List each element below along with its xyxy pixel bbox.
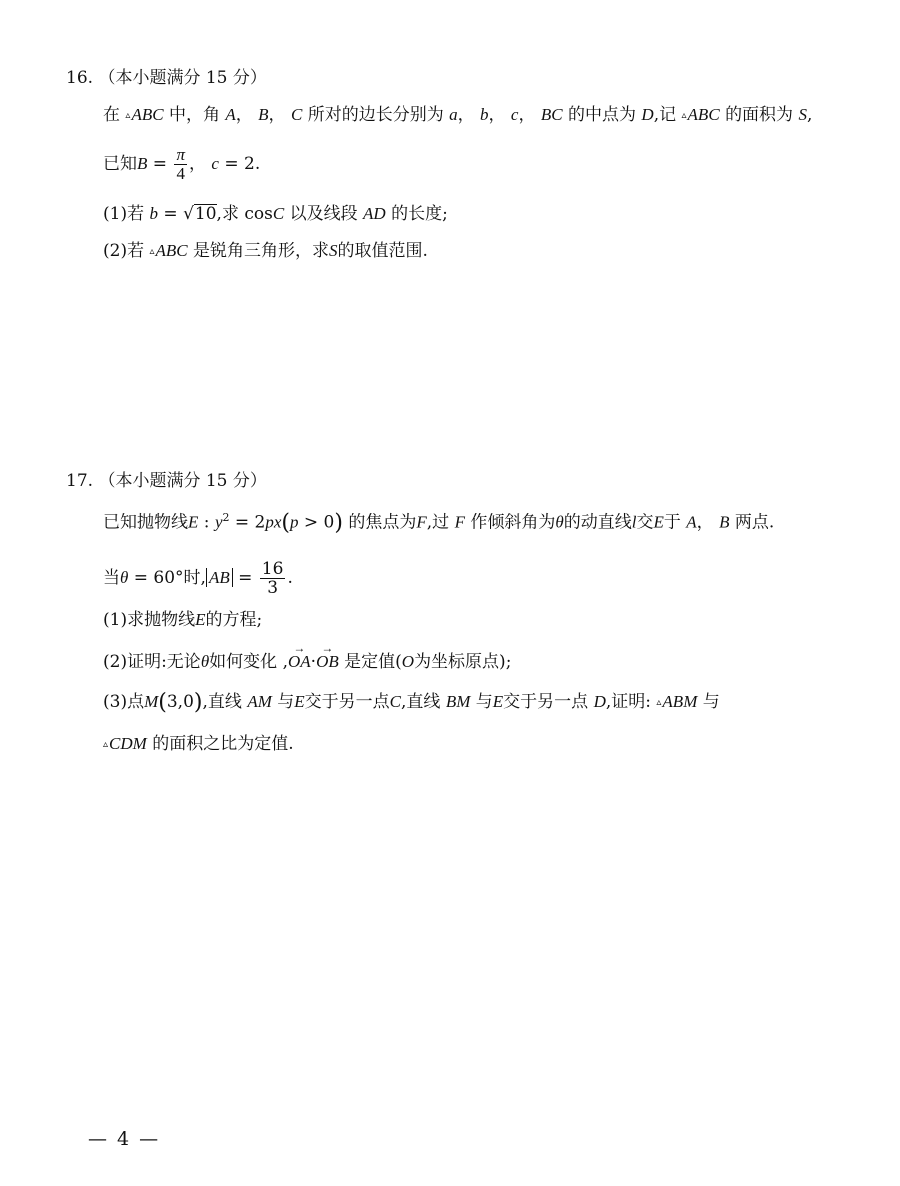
triangle-icon: ▵ [103, 739, 109, 750]
problem-17-points: （本小题满分 15 分） [98, 471, 267, 491]
text: 与 [702, 692, 720, 712]
text: 的长度; [391, 204, 448, 224]
right-paren: ) [334, 510, 343, 536]
math: E [294, 692, 305, 711]
vector-oa: → OA [288, 650, 311, 674]
text: ， [235, 105, 253, 125]
math: M [144, 692, 159, 711]
problem-16-statement-line-1 [103, 103, 812, 128]
text: 作倾斜角为 [470, 512, 556, 533]
text: 两点. [734, 512, 775, 533]
math: ABC [131, 105, 164, 124]
problem-17-number: 17. [66, 471, 94, 491]
problem-16-heading [66, 66, 267, 90]
text: 的方程; [205, 610, 263, 630]
vector-ob: → OB [316, 650, 339, 674]
text: 的取值范围. [337, 241, 428, 261]
text: 中，角 [168, 105, 220, 125]
math: px [265, 512, 282, 532]
text: 的动直线 [563, 512, 632, 533]
text: = [147, 154, 173, 174]
math: S [798, 105, 807, 124]
math: ABC [687, 105, 720, 124]
problem-16-statement-line-2 [103, 146, 260, 183]
problem-16-points: （本小题满分 15 分） [98, 68, 267, 88]
text: 的焦点为 [348, 512, 417, 533]
math: a [449, 105, 458, 124]
denominator: 4 [176, 164, 185, 183]
math: c [510, 105, 519, 124]
text: 是锐角三角形，求 [193, 241, 330, 261]
text: , [806, 105, 813, 125]
text: 时, [183, 568, 206, 588]
text: ， [268, 105, 286, 125]
text: = [232, 568, 258, 588]
problem-17-heading [66, 469, 267, 493]
math: D [641, 105, 654, 124]
text: ,求 [216, 204, 239, 224]
fraction-16-over-3 [260, 560, 286, 597]
math: A [686, 512, 697, 532]
superscript: 2 [222, 511, 230, 524]
text: ,过 [426, 512, 450, 533]
text: ,直线 [401, 692, 441, 712]
text: 的面积为 [725, 105, 794, 125]
text: 是定值( [344, 652, 402, 672]
text: 交于另一点 [503, 692, 589, 712]
math: S [329, 241, 338, 260]
text: 已知抛物线 [103, 512, 188, 533]
math: F [416, 512, 427, 532]
text: 如何变化 , [209, 652, 288, 672]
math: CDM [109, 734, 147, 753]
text: 为坐标原点); [414, 652, 512, 672]
text: · [310, 652, 317, 672]
math: C [272, 204, 285, 223]
problem-17-question-3 [103, 690, 720, 715]
numerator: π [176, 145, 185, 164]
problem-17-question-1 [103, 608, 262, 632]
math: C [389, 692, 401, 711]
text: (2)证明:无论 [103, 652, 201, 672]
triangle-icon: ▵ [656, 697, 662, 708]
math: B [137, 154, 148, 173]
math: θ [200, 652, 210, 671]
problem-16-number: 16. [66, 68, 94, 88]
math: A [225, 105, 236, 124]
text: (1)求抛物线 [103, 610, 196, 630]
math: B [258, 105, 269, 124]
text: 的中点为 [568, 105, 637, 125]
math: BM [445, 692, 471, 711]
text: ,记 [653, 105, 677, 125]
text: ,直线 [202, 692, 242, 712]
math: c [211, 154, 219, 173]
text: 3,0 [166, 692, 194, 712]
text: 与 [475, 692, 493, 712]
math: AD [363, 204, 386, 223]
math: θ [120, 568, 129, 587]
math: E [492, 692, 504, 711]
problem-17-question-2 [103, 650, 511, 674]
text: 以及线段 [289, 204, 358, 224]
fraction-pi-over-4 [174, 146, 187, 183]
math: E [188, 512, 199, 532]
math: O [401, 652, 415, 671]
math: D [593, 692, 606, 711]
math: F [454, 512, 465, 532]
math: E [195, 610, 206, 629]
math: BC [540, 105, 563, 124]
text: = 2 [229, 512, 266, 533]
math: l [631, 512, 637, 532]
triangle-icon: ▵ [149, 246, 155, 257]
math: p [290, 512, 299, 532]
text: : [198, 512, 215, 533]
text: = [158, 204, 184, 224]
math: θ [555, 512, 564, 532]
math: b [149, 204, 158, 223]
text: 已知 [103, 154, 137, 174]
math: b [480, 105, 489, 124]
text: . [254, 154, 261, 174]
text: 于 [663, 512, 681, 533]
problem-17-statement-line-2 [103, 560, 293, 597]
text: ， [696, 512, 714, 533]
page-number: — 4 — [88, 1128, 161, 1150]
text: > 0 [298, 512, 335, 533]
text: ， [457, 105, 475, 125]
triangle-icon: ▵ [125, 110, 131, 121]
text: . [287, 568, 293, 588]
text: ， [488, 105, 506, 125]
problem-17-question-3-continued [103, 732, 294, 757]
sqrt-icon: √ [183, 204, 194, 224]
math: ABC [155, 241, 188, 260]
problem-17-statement-line-1 [103, 506, 774, 536]
left-paren: ( [281, 510, 290, 536]
text: ,证明: [605, 692, 651, 712]
text: 所对的边长分别为 [307, 105, 444, 125]
problem-16-question-2 [103, 239, 428, 264]
text: cos [244, 204, 273, 224]
text: 交 [636, 512, 654, 533]
text: ， [518, 105, 536, 125]
text: 当 [103, 568, 120, 588]
text: 在 [103, 105, 120, 125]
text: 与 [277, 692, 295, 712]
problem-16-question-1 [103, 202, 448, 226]
text: (2)若 [103, 241, 145, 261]
math: E [653, 512, 664, 532]
text: ， [188, 154, 206, 174]
triangle-icon: ▵ [681, 110, 687, 121]
text: 交于另一点 [304, 692, 390, 712]
denominator: 3 [267, 578, 279, 598]
numerator: 16 [261, 559, 284, 579]
math: y [214, 512, 223, 532]
math: B [719, 512, 730, 532]
left-paren: ( [158, 690, 167, 715]
text: 的面积之比为定值. [152, 734, 294, 754]
text: = 2 [218, 154, 255, 174]
radicand: 10 [194, 204, 217, 224]
math: AB [206, 568, 233, 587]
text: (1)若 [103, 204, 145, 224]
math: AM [247, 692, 272, 711]
right-paren: ) [193, 690, 203, 715]
text: (3)点 [103, 692, 145, 712]
text: = 60° [128, 568, 184, 588]
math: ABM [662, 692, 698, 711]
math: C [290, 105, 303, 124]
